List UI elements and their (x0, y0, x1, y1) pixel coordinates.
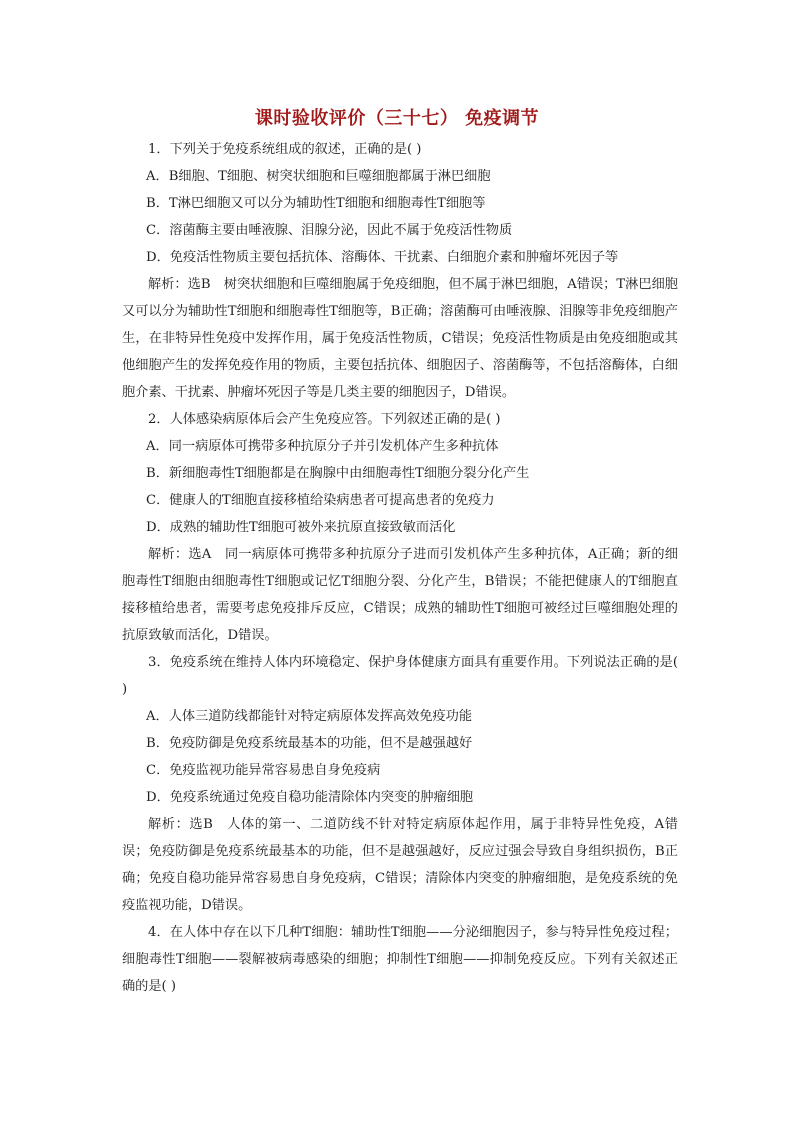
question-2-option-c: C．健康人的T细胞直接移植给染病患者可提高患者的免疫力 (146, 493, 495, 508)
question-1-option-c: C．溶菌酶主要由唾液腺、泪腺分泌，因此不属于免疫活性物质 (146, 223, 513, 238)
question-2-option-a: A．同一病原体可携带多种抗原分子并引发机体产生多种抗体 (146, 439, 499, 454)
question-3-stem: 3．免疫系统在维持人体内环境稳定、保护身体健康方面具有重要作用。下列说法正确的是( ) (122, 655, 678, 697)
question-3-option-d: D．免疫系统通过免疫自稳功能清除体内突变的肿瘤细胞 (146, 790, 474, 805)
question-3-option-a: A．人体三道防线都能针对特定病原体发挥高效免疫功能 (146, 709, 473, 724)
question-1-option-b: B．T淋巴细胞又可以分为辅助性T细胞和细胞毒性T细胞等 (146, 196, 486, 211)
question-1-stem: 1．下列关于免疫系统组成的叙述，正确的是( ) (148, 142, 422, 157)
question-3-analysis: 解析：选B 人体的第一、二道防线不针对特定病原体起作用，属于非特异性免疫，A错误；免疫防御是免疫系统最基本的功能，但不是越强越好，反应过强会导致自身组织损伤，B正确；免疫自稳功能异常容易患自身免疫病，C错误；清除体内突变的肿瘤细胞，是免疫系统的免疫监视功能，D错误。 (122, 817, 678, 913)
question-3-option-b: B．免疫防御是免疫系统最基本的功能，但不是越强越好 (146, 736, 473, 751)
question-4-stem: 4．在人体中存在以下几种T细胞：辅助性T细胞——分泌细胞因子，参与特异性免疫过程；细胞毒性T细胞——裂解被病毒感染的细胞；抑制性T细胞——抑制免疫反应。下列有关叙述正确的是( ) (122, 925, 678, 994)
question-1-analysis: 解析：选B 树突状细胞和巨噬细胞属于免疫细胞，但不属于淋巴细胞，A错误；T淋巴细胞又可以分为辅助性T细胞和细胞毒性T细胞等，B正确；溶菌酶可由唾液腺、泪腺等非免疫细胞产生，在非特异性免疫中发挥作用，属于免疫活性物质，C错误；免疫活性物质是由免疫细胞或其他细胞产生的发挥免疫作用的物质，主要包括抗体、细胞因子、溶菌酶等，不包括溶酶体，白细胞介素、干扰素、肿瘤坏死因子等是几类主要的细胞因子，D错误。 (122, 277, 678, 400)
question-2-option-b: B．新细胞毒性T细胞都是在胸腺中由细胞毒性T细胞分裂分化产生 (146, 466, 530, 481)
question-2-option-d: D．成熟的辅助性T细胞可被外来抗原直接致敏而活化 (146, 520, 456, 535)
question-3-option-c: C．免疫监视功能异常容易患自身免疫病 (146, 763, 381, 778)
page-title: 课时验收评价（三十七） 免疫调节 (254, 108, 540, 129)
question-2-stem: 2．人体感染病原体后会产生免疫应答。下列叙述正确的是( ) (148, 412, 501, 427)
question-1-option-a: A．B细胞、T细胞、树突状细胞和巨噬细胞都属于淋巴细胞 (146, 169, 491, 184)
question-1-option-d: D．免疫活性物质主要包括抗体、溶酶体、干扰素、白细胞介素和肿瘤坏死因子等 (146, 250, 619, 265)
question-2-analysis: 解析：选A 同一病原体可携带多种抗原分子进而引发机体产生多种抗体，A正确；新的细胞毒性T细胞由细胞毒性T细胞或记忆T细胞分裂、分化产生，B错误；不能把健康人的T细胞直接移植给患者，需要考虑免疫排斥反应，C错误；成熟的辅助性T细胞可被经过巨噬细胞处理的抗原致敏而活化，D错误。 (122, 547, 678, 643)
document-body (122, 136, 678, 1000)
